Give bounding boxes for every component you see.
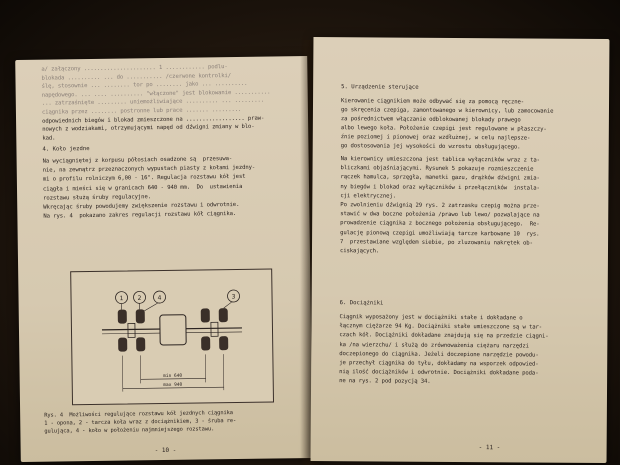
text-line: ślę, stosownie ... ........ tor po ........ jako ... .......... <box>41 81 248 90</box>
text-line: ne na rys. 2 pod pozycją 34. <box>339 378 431 386</box>
text-line: go dostosowania jej wysokości do wzrostu obsługującego. <box>340 143 521 151</box>
section-heading-wheels: 4. Koło jezdne <box>42 146 90 153</box>
text-line: Na rys. 4 pokazano zakres regulacji rozstawu kół ciągnika. <box>43 211 237 220</box>
text-line: ... zatrzaśnięte ......... uniemożliwiające .......... ... ......... <box>41 97 265 108</box>
page-number-right: - 11 - <box>478 444 501 452</box>
text-line: odpowiednich biegów i blokad zmieszczone na .................. praw- <box>42 115 265 125</box>
right-page <box>311 37 610 463</box>
callout-1: 1 <box>119 295 124 303</box>
text-line: źnie poziomej i pionowej oraz wzdłużnej, w celu najlepsze- <box>340 134 531 142</box>
wheel-track-figure <box>70 268 274 405</box>
callout-4: 4 <box>157 294 162 302</box>
text-line: ciskających. <box>339 248 380 255</box>
text-line: cji elektrycznej. <box>340 192 396 200</box>
text-line: ciągła i mieści się w granicach 640 - 940 mm. Do ustawienia <box>42 183 243 193</box>
text-line: gulację pionową czepigi umożliwiają tarcze karbowane 10 rys. <box>340 229 540 238</box>
text-line: 1 - opona, 2 - tarcza koła wraz z dociążnikiem, 3 - śruba re- <box>44 418 237 427</box>
text-line: stawić w dwa boczne położenia /prawo lub lewo/ pozwalające na <box>340 211 540 219</box>
text-line: za pośrednictwem włączanie odblokowanej blokady prawego <box>340 116 521 124</box>
section-heading-steering: 5. Urządzenie sterujące <box>341 84 419 91</box>
text-line: go skręcenia czepiga, zamontowanego w kierownicy, lub zamocowanie <box>340 107 554 115</box>
text-line: czach kół. Dociążniki dokładane znajdują się na przedzie ciągni- <box>339 332 549 341</box>
text-line: Na wyciągniętej z korpusu półosiach osadzone są przesuwa- <box>42 156 233 165</box>
text-line: je przechył ciągnika do tyłu, dokładamy na wsporzek odpowied- <box>339 360 539 368</box>
text-line: albo lewego koła. Położenie czepigi jest regulowane w płaszczy- <box>340 125 547 133</box>
text-line: gulująca, 4 - koło w położeniu najmniejszego rozstawu. <box>44 426 215 435</box>
text-line: blokada .......... ... do ........... /czerwone kontrolki/ <box>41 72 232 82</box>
text-line: łącznym ciężarze 94 Kg. Dociążniki stałe umieszczone są w tar- <box>339 323 543 331</box>
callout-3: 3 <box>231 293 236 301</box>
text-line: ciągnika przez ........ postronne lub prace ....... ......... <box>41 106 242 116</box>
text-line: rozstawu służą śruby regulacyjne. <box>43 193 152 202</box>
text-line: Na kierownicy umieszczona jest tablica wyłączników wraz z ta- <box>340 156 540 164</box>
callout-2: 2 <box>137 294 142 302</box>
text-line: Po zwolnieniu dźwignią 29 rys. 2 zatrzasku czepig można prze- <box>340 202 540 210</box>
section-heading-weights: 6. Dociążniki <box>339 300 384 307</box>
text-line: nią ilość dociążników i odwrotnie. Dociążniki dokładane poda- <box>339 369 539 377</box>
left-page <box>15 56 313 462</box>
dim-min-label: min 640 <box>163 373 183 380</box>
text-line: mi o profilu rolniczym 6,00 - 16". Regulacja rozstawu kół jest <box>42 174 246 184</box>
text-line: rączek hamulca, sprzęgła, manetki gazu, drążków dźwigni zmia- <box>340 174 540 182</box>
text-line: a/ załączony ...................... 1 ............ podlu- <box>41 64 228 73</box>
text-line: Ciągnik wyposażony jest w dociążniki stałe i dokładane o <box>339 314 523 322</box>
wheel-track-diagram <box>71 270 273 405</box>
text-line: Kierowanie ciągnikiem może odbywać się za pomocą ręczne- <box>341 98 525 106</box>
text-line: ka /na wierzchu/ i służą do zrównoważenia ciężaru narzędzi <box>339 341 529 350</box>
text-line: Rys. 4 Możliwości regulujące rozstawu kół jezdnych ciągnika <box>44 410 233 419</box>
text-line: kad. <box>42 135 56 142</box>
text-line: 7 przestawiane względem siebie, po zluzowaniu nakrętek ob- <box>340 238 533 247</box>
text-line: prowadzenie ciągnika z bocznego położenia obsługującego. Re- <box>340 220 540 228</box>
text-line: napędowego. ... .... .......... "włączone" jest blokowanie ........... <box>41 89 271 99</box>
text-line: bliczkami objaśniającymi. Rysunek 5 pokazuje rozmieszczenie <box>340 165 534 173</box>
text-line: nie, na zewnątrz przeznaczonych wypustach piasty z kołami jezdny- <box>42 164 256 174</box>
text-line: ny biegów i blokad oraz wyłączników i przełączników instala- <box>340 183 540 192</box>
text-line: nowych z wodziakami, otrzymującymi napęd od dźwigni zmiany w blo- <box>42 123 255 133</box>
page-number-left: - 10 - <box>154 446 177 455</box>
text-line: doczepionego do ciągnika. Jeżeli doczepione narzędzie powodu- <box>339 350 539 359</box>
dim-max-label: max 940 <box>163 382 183 389</box>
text-line: Wkręcając śruby powodujemy zwiększenie rozstawu i odwrotnie. <box>43 201 240 211</box>
